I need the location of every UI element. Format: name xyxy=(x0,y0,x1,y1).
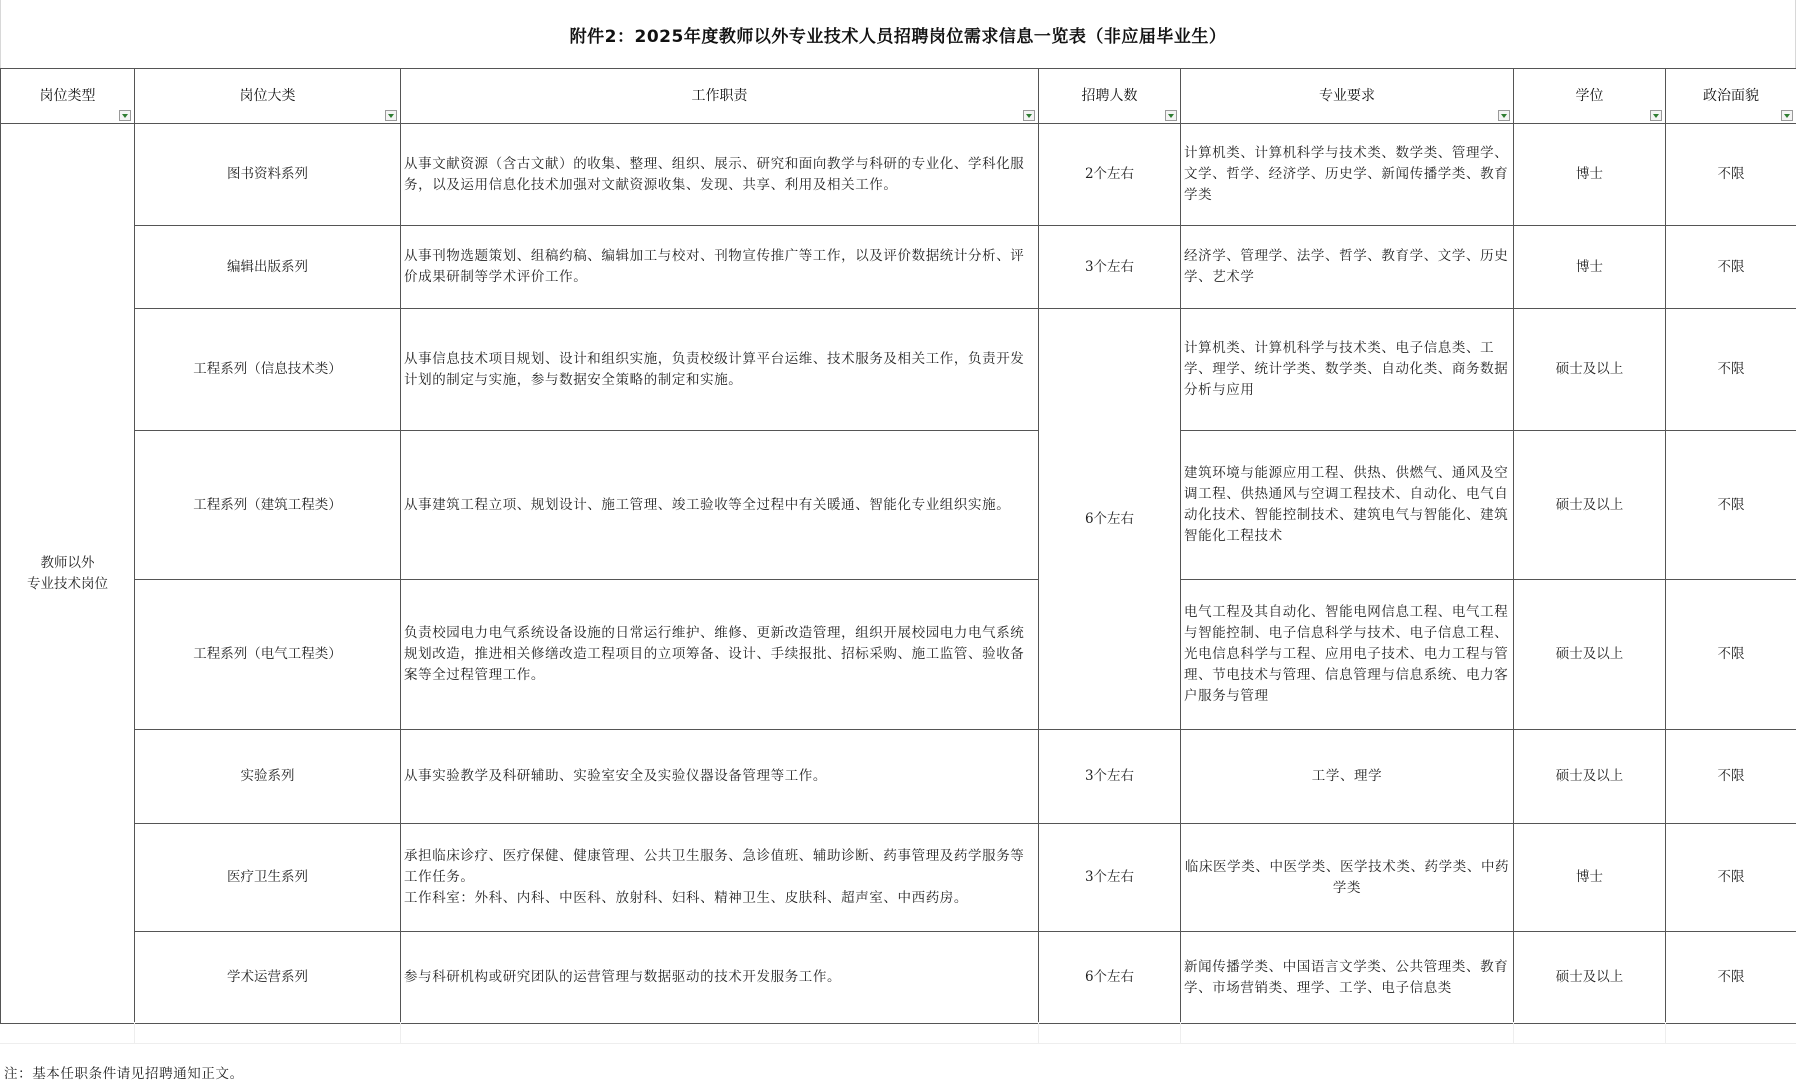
major-cell: 电气工程及其自动化、智能电网信息工程、电气工程与智能控制、电子信息科学与技术、电子信息工程、光电信息科学与工程、应用电子技术、电力工程与管理、节电技术与管理、信息管理与信息系统、电力客户服务与管理 xyxy=(1181,580,1514,730)
table-row xyxy=(1,431,1796,580)
major-cell: 临床医学类、中医学类、医学技术类、药学类、中药学类 xyxy=(1181,824,1514,932)
category-cell: 学术运营系列 xyxy=(135,932,401,1024)
political-cell: 不限 xyxy=(1666,124,1796,226)
table-row xyxy=(1,124,1796,226)
table-row xyxy=(1,309,1796,431)
filter-dropdown-icon[interactable] xyxy=(1165,110,1177,121)
major-cell: 计算机类、计算机科学与技术类、电子信息类、工学、理学、统计学类、数学类、自动化类、商务数据分析与应用 xyxy=(1181,309,1514,431)
political-cell: 不限 xyxy=(1666,932,1796,1024)
table-row xyxy=(1,730,1796,824)
major-cell: 工学、理学 xyxy=(1181,730,1514,824)
major-cell: 建筑环境与能源应用工程、供热、供燃气、通风及空调工程、供热通风与空调工程技术、自动化、电气自动化技术、智能控制技术、建筑电气与智能化、建筑智能化工程技术 xyxy=(1181,431,1514,580)
header-duty: 工作职责 xyxy=(401,69,1039,124)
category-cell: 编辑出版系列 xyxy=(135,226,401,309)
duty-cell: 从事刊物选题策划、组稿约稿、编辑加工与校对、刊物宣传推广等工作，以及评价数据统计分析、评价成果研制等学术评价工作。 xyxy=(401,226,1039,309)
duty-cell: 从事建筑工程立项、规划设计、施工管理、竣工验收等全过程中有关暖通、智能化专业组织实施。 xyxy=(401,431,1039,580)
footnote: 注：基本任职条件请见招聘通知正文。 xyxy=(4,1066,244,1080)
count-cell: 3个左右 xyxy=(1039,226,1181,309)
page-title: 附件2：2025年度教师以外专业技术人员招聘岗位需求信息一览表（非应届毕业生） xyxy=(569,26,1227,47)
category-cell: 医疗卫生系列 xyxy=(135,824,401,932)
political-cell: 不限 xyxy=(1666,431,1796,580)
filter-dropdown-icon[interactable] xyxy=(119,110,131,121)
degree-cell: 博士 xyxy=(1514,226,1666,309)
political-cell: 不限 xyxy=(1666,580,1796,730)
category-cell: 图书资料系列 xyxy=(135,124,401,226)
filter-dropdown-icon[interactable] xyxy=(1023,110,1035,121)
count-cell: 6个左右 xyxy=(1039,932,1181,1024)
duty-cell: 参与科研机构或研究团队的运营管理与数据驱动的技术开发服务工作。 xyxy=(401,932,1039,1024)
filter-dropdown-icon[interactable] xyxy=(385,110,397,121)
major-cell: 计算机类、计算机科学与技术类、数学类、管理学、文学、哲学、经济学、历史学、新闻传播学类、教育学类 xyxy=(1181,124,1514,226)
header-row xyxy=(1,69,1796,124)
major-cell: 经济学、管理学、法学、哲学、教育学、文学、历史学、艺术学 xyxy=(1181,226,1514,309)
duty-cell: 从事文献资源（含古文献）的收集、整理、组织、展示、研究和面向教学与科研的专业化、学科化服务，以及运用信息化技术加强对文献资源收集、发现、共享、利用及相关工作。 xyxy=(401,124,1039,226)
category-cell: 实验系列 xyxy=(135,730,401,824)
header-political: 政治面貌 xyxy=(1666,69,1796,124)
table-row xyxy=(1,580,1796,730)
recruitment-table xyxy=(0,68,1796,1024)
category-cell: 工程系列（电气工程类） xyxy=(135,580,401,730)
political-cell: 不限 xyxy=(1666,226,1796,309)
header-post-type: 岗位类型 xyxy=(1,69,135,124)
table-row xyxy=(1,226,1796,309)
major-cell: 新闻传播学类、中国语言文学类、公共管理类、教育学、市场营销类、理学、工学、电子信息类 xyxy=(1181,932,1514,1024)
degree-cell: 博士 xyxy=(1514,124,1666,226)
title-bar xyxy=(0,0,1796,68)
political-cell: 不限 xyxy=(1666,309,1796,431)
count-cell: 2个左右 xyxy=(1039,124,1181,226)
degree-cell: 博士 xyxy=(1514,824,1666,932)
faint-gridline xyxy=(1180,1022,1181,1044)
degree-cell: 硕士及以上 xyxy=(1514,309,1666,431)
duty-cell: 从事实验教学及科研辅助、实验室安全及实验仪器设备管理等工作。 xyxy=(401,730,1039,824)
duty-cell: 从事信息技术项目规划、设计和组织实施，负责校级计算平台运维、技术服务及相关工作，负责开发计划的制定与实施，参与数据安全策略的制定和实施。 xyxy=(401,309,1039,431)
header-degree: 学位 xyxy=(1514,69,1666,124)
degree-cell: 硕士及以上 xyxy=(1514,730,1666,824)
political-cell: 不限 xyxy=(1666,730,1796,824)
post-type-cell: 教师以外 专业技术岗位 xyxy=(1,124,135,1024)
faint-gridline xyxy=(1513,1022,1514,1044)
header-major: 专业要求 xyxy=(1181,69,1514,124)
category-cell: 工程系列（建筑工程类） xyxy=(135,431,401,580)
filter-dropdown-icon[interactable] xyxy=(1650,110,1662,121)
header-category: 岗位大类 xyxy=(135,69,401,124)
count-cell: 3个左右 xyxy=(1039,730,1181,824)
category-cell: 工程系列（信息技术类） xyxy=(135,309,401,431)
filter-dropdown-icon[interactable] xyxy=(1498,110,1510,121)
header-count: 招聘人数 xyxy=(1039,69,1181,124)
faint-gridline xyxy=(1665,1022,1666,1044)
filter-dropdown-icon[interactable] xyxy=(1781,110,1793,121)
faint-gridline xyxy=(134,1022,135,1044)
political-cell: 不限 xyxy=(1666,824,1796,932)
faint-gridline xyxy=(400,1022,401,1044)
degree-cell: 硕士及以上 xyxy=(1514,431,1666,580)
table-row xyxy=(1,932,1796,1024)
count-cell: 3个左右 xyxy=(1039,824,1181,932)
duty-cell: 负责校园电力电气系统设备设施的日常运行维护、维修、更新改造管理，组织开展校园电力电气系统规划改造，推进相关修缮改造工程项目的立项筹备、设计、手续报批、招标采购、施工监管、验收备案等全过程管理工作。 xyxy=(401,580,1039,730)
degree-cell: 硕士及以上 xyxy=(1514,932,1666,1024)
table-row xyxy=(1,824,1796,932)
empty-spreadsheet-row xyxy=(0,1022,1796,1044)
duty-cell: 承担临床诊疗、医疗保健、健康管理、公共卫生服务、急诊值班、辅助诊断、药事管理及药学服务等工作任务。 工作科室：外科、内科、中医科、放射科、妇科、精神卫生、皮肤科、超声室、中西药房。 xyxy=(401,824,1039,932)
degree-cell: 硕士及以上 xyxy=(1514,580,1666,730)
faint-gridline xyxy=(1038,1022,1039,1044)
count-cell-merged: 6个左右 xyxy=(1039,309,1181,730)
